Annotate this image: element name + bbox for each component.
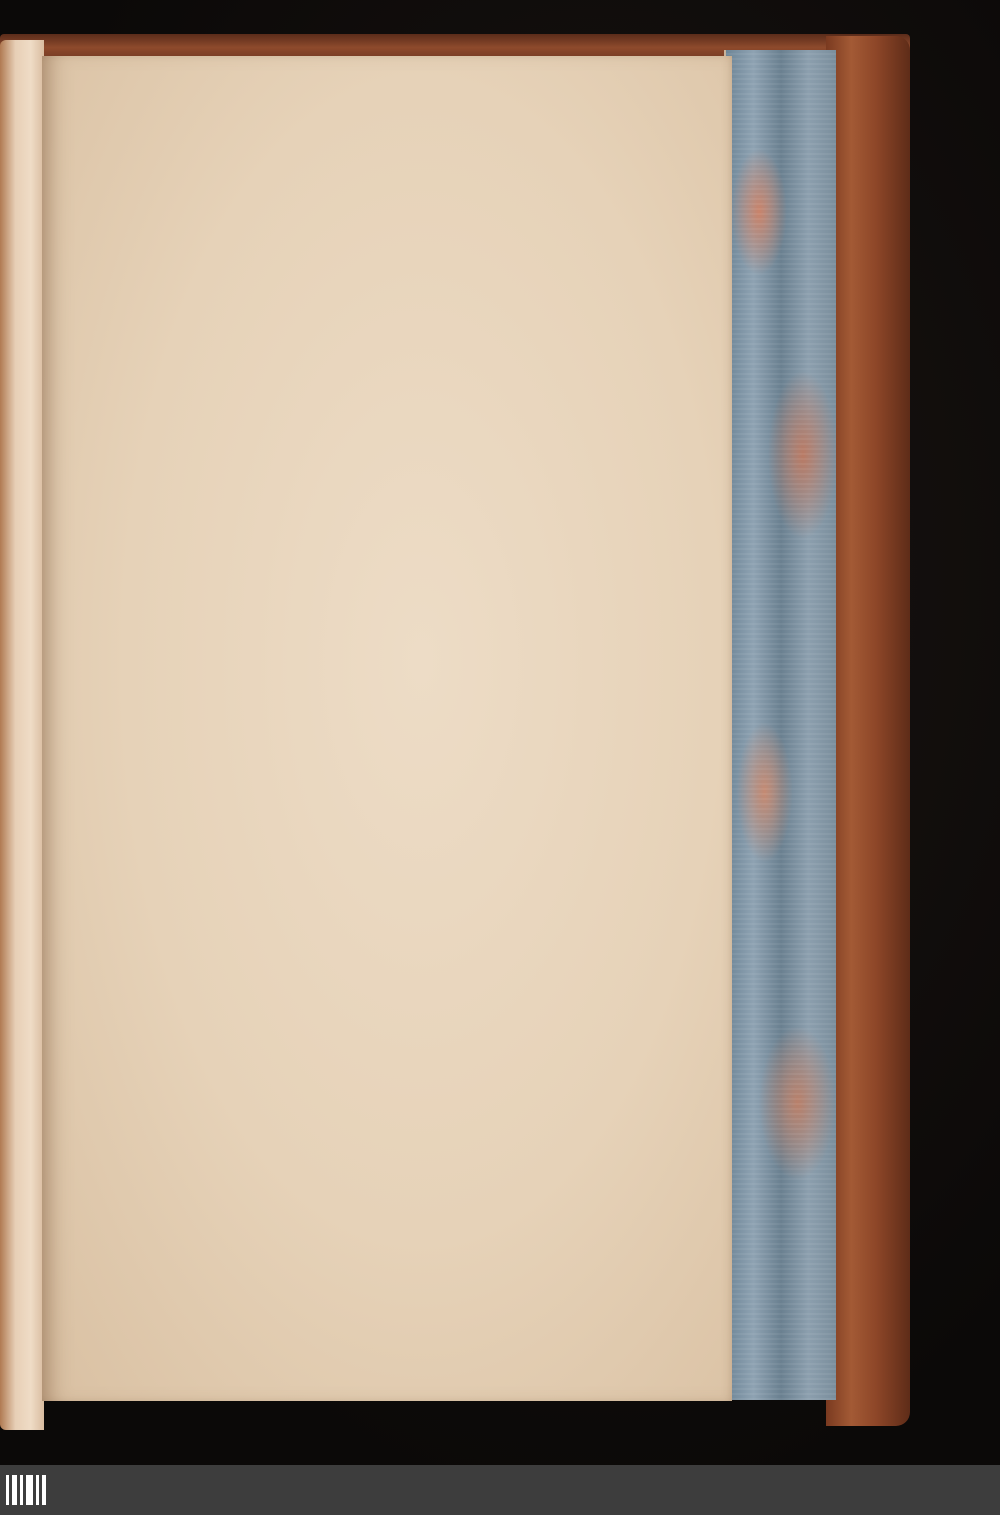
marbled-fore-edge <box>724 50 836 1400</box>
library-logo-icon <box>6 1475 46 1505</box>
leather-cover <box>826 36 910 1426</box>
library-footer <box>0 1465 1000 1515</box>
previous-page-edge <box>0 40 44 1430</box>
page-text <box>118 130 698 193</box>
book-page <box>42 56 732 1401</box>
running-head <box>118 130 698 160</box>
